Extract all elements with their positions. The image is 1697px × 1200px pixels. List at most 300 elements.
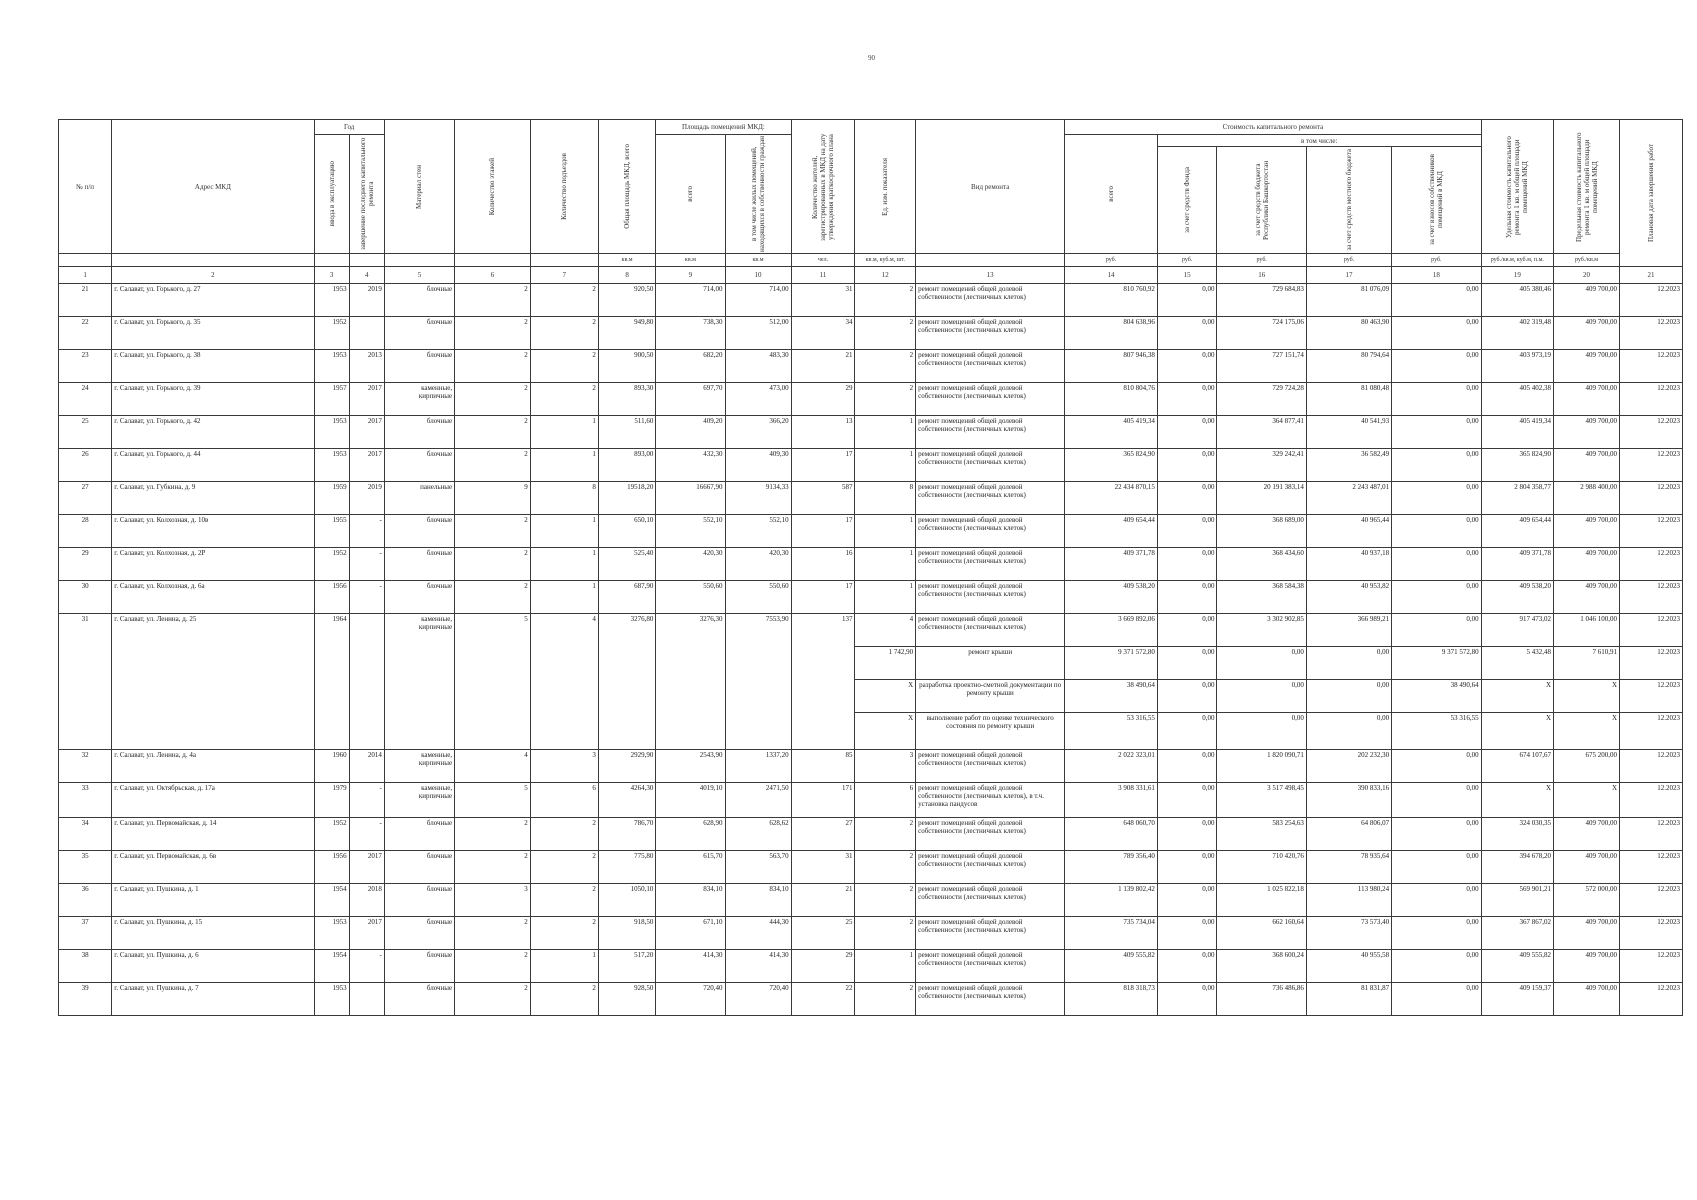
header-cost-total: всего [1065,135,1158,254]
row-wall-material: каменные, кирпичные [384,383,454,416]
row-number: 26 [59,449,112,482]
row-cost-local: 0,00 [1306,713,1391,750]
row-residents: 21 [791,884,855,917]
row-cost-local: 40 965,44 [1306,515,1391,548]
row-cost-republic: 1 820 090,71 [1217,750,1306,783]
row-residents: 25 [791,917,855,950]
row-address: г. Салават, ул. Первомайская, д. 14 [112,818,314,851]
row-limit-cost: 409 700,00 [1554,818,1620,851]
row-cost-fund: 0,00 [1157,449,1217,482]
row-cost-local: 78 935,64 [1306,851,1391,884]
row-cost-owners: 0,00 [1392,750,1482,783]
row-unit: 2 [855,917,916,950]
unit-cost-fund: руб. [1157,254,1217,267]
row-limit-cost: 409 700,00 [1554,515,1620,548]
row-address: г. Салават, ул. Ленина, д. 25 [112,614,314,750]
row-wall-material: блочные [384,548,454,581]
capital-repair-table [58,119,1683,1016]
unit-area-total: кв.м [656,254,725,267]
row-cost-republic: 0,00 [1217,647,1306,680]
row-plan-date: 12.2023 [1620,317,1683,350]
row-year-repair: 2017 [349,383,384,416]
column-number: 16 [1217,267,1306,284]
row-cost-total: 804 638,96 [1065,317,1158,350]
row-area-residential: 366,20 [725,416,791,449]
row-cost-fund: 0,00 [1157,818,1217,851]
column-number: 9 [656,267,725,284]
row-address: г. Салават, ул. Горького, д. 35 [112,317,314,350]
row-year-repair: 2014 [349,750,384,783]
row-residents: 137 [791,614,855,750]
row-cost-owners: 0,00 [1392,416,1482,449]
row-area-residential: 563,70 [725,851,791,884]
unit-residents: чел. [791,254,855,267]
row-residents: 31 [791,851,855,884]
row-entrances: 8 [530,482,598,515]
header-cost-owners: за счет взносов собственников помещений в МКД [1392,147,1482,254]
row-unit-cost: 409 538,20 [1481,581,1553,614]
row-entrances: 2 [530,350,598,383]
row-area-residential: 552,10 [725,515,791,548]
table-row [59,983,1683,1016]
row-area-total: 550,60 [656,581,725,614]
row-work-type: ремонт помещений общей долевой собственности (лестничных клеток) [916,581,1065,614]
row-unit: 3 [855,750,916,783]
header-cost-local: за счет средств местного бюджета [1306,147,1391,254]
row-cost-owners: 0,00 [1392,614,1482,647]
row-limit-cost: X [1554,680,1620,713]
row-address: г. Салават, ул. Колхозная, д. 10в [112,515,314,548]
row-cost-total: 810 804,76 [1065,383,1158,416]
row-cost-fund: 0,00 [1157,884,1217,917]
row-area-residential: 420,30 [725,548,791,581]
row-cost-owners: 0,00 [1392,917,1482,950]
row-plan-date: 12.2023 [1620,713,1683,750]
column-number-row [59,267,1683,284]
unit-cell [916,254,1065,267]
row-wall-material: блочные [384,884,454,917]
row-year-built: 1979 [314,783,349,818]
row-wall-material: блочные [384,317,454,350]
row-number: 27 [59,482,112,515]
row-cost-fund: 0,00 [1157,350,1217,383]
row-year-built: 1959 [314,482,349,515]
header-address: Адрес МКД [112,120,314,254]
row-address: г. Салават, ул. Губкина, д. 9 [112,482,314,515]
row-cost-total: 3 908 331,61 [1065,783,1158,818]
row-unit-cost: 917 473,02 [1481,614,1553,647]
row-plan-date: 12.2023 [1620,680,1683,713]
row-entrances: 2 [530,917,598,950]
row-cost-local: 80 794,64 [1306,350,1391,383]
row-floors: 2 [455,950,531,983]
row-address: г. Салават, ул. Октябрьская, д. 17а [112,783,314,818]
row-unit-cost: 409 159,37 [1481,983,1553,1016]
row-cost-total: 735 734,04 [1065,917,1158,950]
row-residents: 587 [791,482,855,515]
row-cost-republic: 3 302 902,85 [1217,614,1306,647]
column-number: 14 [1065,267,1158,284]
unit-cost-total: руб. [1065,254,1158,267]
row-unit: 2 [855,818,916,851]
row-cost-fund: 0,00 [1157,548,1217,581]
row-entrances: 1 [530,416,598,449]
row-limit-cost: 675 200,00 [1554,750,1620,783]
row-cost-republic: 729 724,28 [1217,383,1306,416]
row-number: 28 [59,515,112,548]
row-number: 25 [59,416,112,449]
row-unit: 2 [855,350,916,383]
row-area-residential: 720,40 [725,983,791,1016]
row-limit-cost: 409 700,00 [1554,548,1620,581]
column-number: 17 [1306,267,1391,284]
row-cost-owners: 0,00 [1392,783,1482,818]
row-plan-date: 12.2023 [1620,548,1683,581]
table-row [59,548,1683,581]
row-year-built: 1953 [314,416,349,449]
row-year-repair: 2013 [349,350,384,383]
row-address: г. Салават, ул. Ленина, д. 4а [112,750,314,783]
row-number: 31 [59,614,112,750]
row-unit: 1 [855,548,916,581]
column-number: 13 [916,267,1065,284]
header-entrances: Количество подъездов [530,120,598,254]
row-number: 38 [59,950,112,983]
row-wall-material: блочные [384,416,454,449]
row-work-type: ремонт помещений общей долевой собственности (лестничных клеток) [916,950,1065,983]
row-year-built: 1953 [314,917,349,950]
header-work-type: Вид ремонта [916,120,1065,254]
row-cost-owners: 0,00 [1392,449,1482,482]
row-year-repair: 2017 [349,449,384,482]
row-area-total: 3276,30 [656,614,725,750]
row-unit-cost: 394 678,20 [1481,851,1553,884]
table-row [59,482,1683,515]
row-residents: 34 [791,317,855,350]
row-cost-fund: 0,00 [1157,750,1217,783]
header-cost-incl: в том числе: [1157,135,1481,147]
row-work-type: ремонт помещений общей долевой собственности (лестничных клеток) [916,416,1065,449]
row-limit-cost: 409 700,00 [1554,581,1620,614]
column-number: 19 [1481,267,1553,284]
row-area-residential: 628,62 [725,818,791,851]
row-limit-cost: X [1554,783,1620,818]
row-entrances: 2 [530,851,598,884]
row-limit-cost: 409 700,00 [1554,917,1620,950]
row-area-residential: 444,30 [725,917,791,950]
page-number: 90 [868,54,875,62]
row-year-built: 1964 [314,614,349,750]
row-address: г. Салават, ул. Пушкина, д. 1 [112,884,314,917]
row-area-residential: 550,60 [725,581,791,614]
row-year-built: 1956 [314,581,349,614]
row-total-area: 949,80 [598,317,656,350]
row-year-repair: - [349,818,384,851]
row-total-area: 893,00 [598,449,656,482]
row-limit-cost: X [1554,713,1620,750]
table-row [59,317,1683,350]
row-plan-date: 12.2023 [1620,917,1683,950]
row-number: 22 [59,317,112,350]
table-row [59,818,1683,851]
row-unit-cost: 365 824,90 [1481,449,1553,482]
row-limit-cost: 1 046 100,00 [1554,614,1620,647]
row-cost-local: 81 831,87 [1306,983,1391,1016]
row-cost-total: 818 318,73 [1065,983,1158,1016]
row-floors: 2 [455,383,531,416]
row-cost-local: 202 232,30 [1306,750,1391,783]
row-unit: 8 [855,482,916,515]
row-cost-local: 81 080,48 [1306,383,1391,416]
row-entrances: 2 [530,284,598,317]
row-entrances: 1 [530,449,598,482]
row-cost-fund: 0,00 [1157,317,1217,350]
row-residents: 29 [791,950,855,983]
row-number: 33 [59,783,112,818]
row-year-built: 1954 [314,884,349,917]
row-work-type: ремонт помещений общей долевой собственности (лестничных клеток) [916,983,1065,1016]
table-row [59,383,1683,416]
row-entrances: 2 [530,317,598,350]
unit-cell [455,254,531,267]
row-unit-cost: 405 419,34 [1481,416,1553,449]
row-cost-republic: 3 517 498,45 [1217,783,1306,818]
row-cost-local: 40 937,18 [1306,548,1391,581]
row-number: 21 [59,284,112,317]
row-area-total: 615,70 [656,851,725,884]
row-cost-local: 2 243 487,01 [1306,482,1391,515]
row-unit: 2 [855,983,916,1016]
row-cost-total: 409 654,44 [1065,515,1158,548]
row-cost-fund: 0,00 [1157,515,1217,548]
row-year-built: 1955 [314,515,349,548]
row-entrances: 6 [530,783,598,818]
row-unit-cost: 674 107,67 [1481,750,1553,783]
table-row [59,416,1683,449]
row-unit-cost: 409 371,78 [1481,548,1553,581]
row-cost-total: 365 824,90 [1065,449,1158,482]
row-area-total: 552,10 [656,515,725,548]
header-wall-material: Материал стен [384,120,454,254]
row-area-residential: 1337,20 [725,750,791,783]
row-work-type: ремонт помещений общей долевой собственности (лестничных клеток) [916,515,1065,548]
row-entrances: 3 [530,750,598,783]
unit-cost-republic: руб. [1217,254,1306,267]
row-entrances: 2 [530,383,598,416]
row-limit-cost: 409 700,00 [1554,350,1620,383]
row-cost-republic: 0,00 [1217,680,1306,713]
unit-cell [314,254,349,267]
row-plan-date: 12.2023 [1620,983,1683,1016]
row-wall-material: блочные [384,581,454,614]
row-plan-date: 12.2023 [1620,783,1683,818]
unit-unit-cost: руб./кв.м, куб.м, п.м. [1481,254,1553,267]
row-total-area: 775,80 [598,851,656,884]
column-number: 12 [855,267,916,284]
row-year-built: 1952 [314,317,349,350]
header-area-total: всего [656,135,725,254]
row-cost-owners: 0,00 [1392,548,1482,581]
row-entrances: 2 [530,818,598,851]
row-number: 34 [59,818,112,851]
row-total-area: 3276,80 [598,614,656,750]
row-plan-date: 12.2023 [1620,750,1683,783]
unit-cost-local: руб. [1306,254,1391,267]
table-row [59,515,1683,548]
table-row [59,449,1683,482]
row-area-total: 671,10 [656,917,725,950]
unit-cost-owners: руб. [1392,254,1482,267]
row-unit: 2 [855,284,916,317]
row-work-type: ремонт помещений общей долевой собственности (лестничных клеток) [916,614,1065,647]
row-work-type: ремонт крыши [916,647,1065,680]
row-unit-cost: 405 402,38 [1481,383,1553,416]
row-total-area: 893,30 [598,383,656,416]
row-unit-cost: 409 654,44 [1481,515,1553,548]
unit-cell [384,254,454,267]
row-area-total: 682,20 [656,350,725,383]
row-area-residential: 483,30 [725,350,791,383]
table-row [59,614,1683,647]
row-number: 36 [59,884,112,917]
row-area-residential: 834,10 [725,884,791,917]
unit-cell [112,254,314,267]
row-residents: 171 [791,783,855,818]
row-area-total: 2543,90 [656,750,725,783]
row-cost-republic: 583 254,63 [1217,818,1306,851]
row-work-type: выполнение работ по оценке технического состояния по ремонту крыши [916,713,1065,750]
row-floors: 2 [455,284,531,317]
unit-cell [59,254,112,267]
row-unit: 1 [855,416,916,449]
row-cost-local: 0,00 [1306,680,1391,713]
unit-area-residential: кв.м [725,254,791,267]
row-limit-cost: 409 700,00 [1554,284,1620,317]
row-address: г. Салават, ул. Колхозная, д. 2Р [112,548,314,581]
row-year-built: 1956 [314,851,349,884]
row-cost-owners: 0,00 [1392,950,1482,983]
row-area-total: 834,10 [656,884,725,917]
unit-cell [349,254,384,267]
row-year-built: 1953 [314,449,349,482]
row-plan-date: 12.2023 [1620,614,1683,647]
row-year-built: 1957 [314,383,349,416]
row-entrances: 2 [530,884,598,917]
row-total-area: 650,10 [598,515,656,548]
row-year-repair: - [349,581,384,614]
row-floors: 5 [455,783,531,818]
row-year-built: 1952 [314,548,349,581]
row-number: 32 [59,750,112,783]
row-number: 23 [59,350,112,383]
row-residents: 17 [791,581,855,614]
table-row [59,851,1683,884]
row-cost-local: 64 806,07 [1306,818,1391,851]
row-work-type: ремонт помещений общей долевой собственности (лестничных клеток) [916,917,1065,950]
row-unit-cost: 569 901,21 [1481,884,1553,917]
row-unit: 1 [855,581,916,614]
row-unit: X [855,713,916,750]
unit-limit-cost: руб./кв.м [1554,254,1620,267]
row-residents: 16 [791,548,855,581]
row-unit: 1 [855,449,916,482]
row-year-repair: 2017 [349,917,384,950]
row-limit-cost: 409 700,00 [1554,851,1620,884]
row-wall-material: панельные [384,482,454,515]
row-unit-cost: 405 380,46 [1481,284,1553,317]
row-entrances: 1 [530,515,598,548]
row-area-residential: 409,30 [725,449,791,482]
row-wall-material: блочные [384,350,454,383]
row-area-residential: 7553,90 [725,614,791,750]
row-wall-material: каменные, кирпичные [384,614,454,750]
row-cost-local: 0,00 [1306,647,1391,680]
row-year-repair [349,317,384,350]
row-year-built: 1953 [314,284,349,317]
row-unit: 2 [855,884,916,917]
row-unit-cost: X [1481,783,1553,818]
row-area-total: 409,20 [656,416,725,449]
column-number: 8 [598,267,656,284]
row-residents: 21 [791,350,855,383]
row-address: г. Салават, ул. Пушкина, д. 7 [112,983,314,1016]
row-cost-republic: 729 684,83 [1217,284,1306,317]
row-cost-owners: 0,00 [1392,884,1482,917]
row-cost-fund: 0,00 [1157,581,1217,614]
row-cost-owners: 0,00 [1392,983,1482,1016]
row-cost-owners: 53 316,55 [1392,713,1482,750]
row-work-type: ремонт помещений общей долевой собственности (лестничных клеток) [916,750,1065,783]
row-plan-date: 12.2023 [1620,350,1683,383]
row-cost-total: 807 946,38 [1065,350,1158,383]
row-floors: 2 [455,983,531,1016]
row-entrances: 2 [530,983,598,1016]
row-address: г. Салават, ул. Горького, д. 42 [112,416,314,449]
table-row [59,884,1683,917]
row-cost-republic: 368 434,60 [1217,548,1306,581]
header-area-residential: в том числе жилых помещений, находящихся в собственности граждан [725,135,791,254]
row-unit: X [855,680,916,713]
column-number: 2 [112,267,314,284]
row-year-repair [349,614,384,750]
row-cost-local: 40 953,82 [1306,581,1391,614]
header-total-area: Общая площадь МКД, всего [598,120,656,254]
header-cost-republic: за счет средств бюджета Республики Башкортостан [1217,147,1306,254]
row-work-type: ремонт помещений общей долевой собственности (лестничных клеток), в т.ч. установка пандусов [916,783,1065,818]
row-cost-local: 40 955,58 [1306,950,1391,983]
row-cost-local: 40 541,93 [1306,416,1391,449]
row-cost-total: 1 139 802,42 [1065,884,1158,917]
row-entrances: 4 [530,614,598,750]
row-cost-total: 789 356,40 [1065,851,1158,884]
row-cost-total: 409 538,20 [1065,581,1158,614]
row-plan-date: 12.2023 [1620,851,1683,884]
row-work-type: ремонт помещений общей долевой собственности (лестничных клеток) [916,482,1065,515]
row-cost-fund: 0,00 [1157,917,1217,950]
row-total-area: 687,90 [598,581,656,614]
header-cost-group: Стоимость капитального ремонта [1065,120,1481,135]
row-cost-local: 80 463,90 [1306,317,1391,350]
row-total-area: 19518,20 [598,482,656,515]
row-cost-owners: 0,00 [1392,851,1482,884]
row-plan-date: 12.2023 [1620,884,1683,917]
row-floors: 2 [455,515,531,548]
row-year-repair: 2017 [349,851,384,884]
row-cost-owners: 0,00 [1392,350,1482,383]
header-year-last-repair: завершение последнего капитального ремонта [349,135,384,254]
table-row [59,350,1683,383]
row-wall-material: блочные [384,950,454,983]
